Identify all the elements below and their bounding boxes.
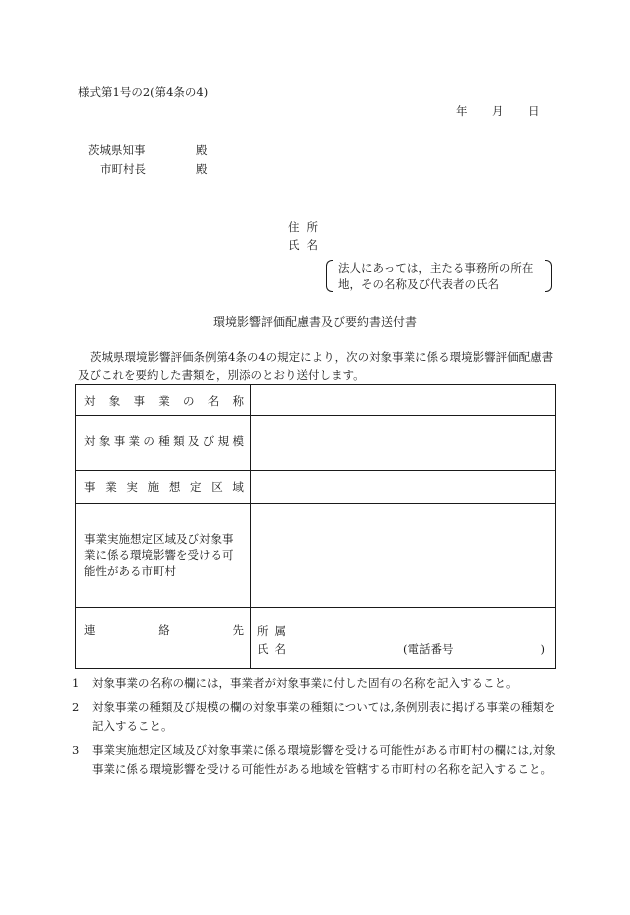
list-item [72, 674, 556, 693]
project-name-label-text: 対 象 事 業 の 名 称 [84, 394, 244, 408]
project-name-field[interactable] [251, 385, 556, 416]
affected-municipalities-field[interactable] [251, 504, 556, 608]
contact-label-text: 連 絡 先 [84, 623, 244, 637]
left-bracket [326, 260, 333, 292]
table-row [76, 471, 556, 504]
document-title: 環境影響評価配慮書及び要約書送付書 [212, 315, 417, 329]
contact-field [251, 608, 556, 669]
addressee-mayor: 市町村長 [100, 162, 146, 176]
corporate-note [326, 260, 552, 290]
notes-list [72, 674, 556, 784]
contact-dept-label: 所属 [257, 624, 292, 638]
table-row [76, 416, 556, 471]
sender-address-label: 住所 [288, 220, 325, 234]
list-item [72, 741, 556, 779]
note-number: 3 [72, 743, 80, 757]
contact-dept-line [257, 622, 549, 640]
table-row [76, 385, 556, 416]
addressee-governor: 茨城県知事 [88, 143, 146, 157]
intro-paragraph: 茨城県環境影響評価条例第4条の4の規定により，次の対象事業に係る環境影響評価配慮書及びこれを要約した書類を，別添のとおり送付します。 [78, 350, 554, 382]
contact-name-line [257, 640, 549, 658]
date-year-label: 年 [456, 104, 468, 118]
addressee-governor-honorific: 殿 [196, 143, 208, 157]
project-type-label [76, 416, 251, 471]
note-text: 対象事業の種類及び規模の欄の対象事業の種類については,条例別表に掲げる事業の種類を記入すること。 [92, 700, 556, 733]
addressee-mayor-honorific: 殿 [196, 162, 208, 176]
note-text: 対象事業の名称の欄には，事業者が対象事業に付した固有の名称を記入すること。 [92, 676, 518, 690]
date-month-label: 月 [492, 104, 504, 118]
project-area-label-text: 事 業 実 施 想 定 区 域 [84, 480, 244, 494]
affected-municipalities-label [76, 504, 251, 608]
sender-name-label: 氏名 [288, 238, 325, 252]
project-name-label [76, 385, 251, 416]
affected-municipalities-label-text: 事業実施想定区域及び対象事業に係る環境影響を受ける可能性がある市町村 [84, 532, 234, 578]
note-number: 1 [72, 676, 80, 690]
contact-phone-open: (電話番号 [403, 642, 454, 656]
project-type-label-text: 対 象 事 業 の 種 類 及 び 規 模 [84, 434, 244, 448]
table-row [76, 504, 556, 608]
contact-phone-close: ) [540, 642, 545, 656]
project-type-field[interactable] [251, 416, 556, 471]
list-item [72, 698, 556, 736]
note-number: 2 [72, 700, 80, 714]
contact-label [76, 608, 251, 669]
corporate-note-text: 法人にあっては，主たる事務所の所在地，その名称及び代表者の氏名 [338, 261, 534, 291]
note-text: 事業実施想定区域及び対象事業に係る環境影響を受ける可能性がある市町村の欄には,対象事業に係る環境影響を受ける可能性がある地域を管轄する市町村の名称を記入すること。 [92, 743, 556, 776]
submission-table [75, 384, 556, 669]
contact-phone [403, 640, 545, 658]
project-area-field[interactable] [251, 471, 556, 504]
right-bracket [545, 260, 552, 292]
table-row [76, 608, 556, 669]
form-number: 様式第1号の2(第4条の4) [78, 85, 209, 99]
date-line [456, 103, 540, 119]
project-area-label [76, 471, 251, 504]
contact-name-label: 氏名 [257, 642, 292, 656]
date-day-label: 日 [528, 104, 540, 118]
